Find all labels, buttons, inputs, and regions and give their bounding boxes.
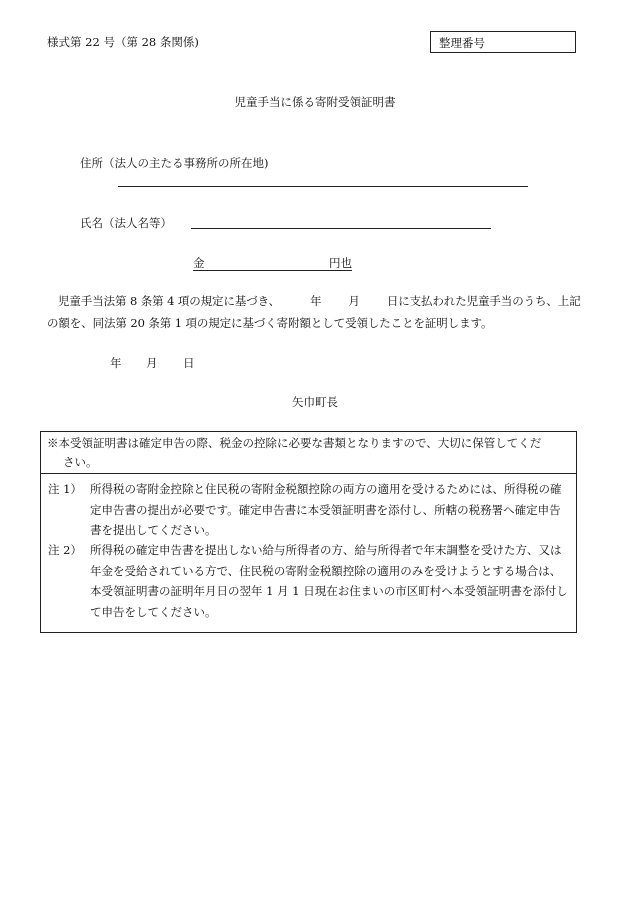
body-year: 年 [310, 294, 322, 308]
reference-number-box[interactable] [430, 31, 576, 53]
body-part1: 児童手当法第 8 条第 4 項の規定に基づき、 [58, 294, 280, 308]
notes-header [41, 432, 576, 474]
amount-suffix: 円也 [329, 256, 352, 270]
address-line[interactable] [118, 186, 528, 187]
address-label: 住所（法人の主たる事務所の所在地) [80, 156, 269, 170]
note-item [48, 540, 568, 622]
document-title: 児童手当に係る寄附受領証明書 [234, 95, 396, 109]
issuer: 矢巾町長 [292, 395, 338, 409]
body-month: 月 [348, 294, 360, 308]
amount-field[interactable] [193, 255, 352, 271]
amount-prefix: 金 [193, 256, 205, 270]
notes-box [40, 431, 577, 633]
reference-number-label: 整理番号 [439, 36, 485, 50]
note-label: 注 2） [48, 543, 82, 557]
form-number: 様式第 22 号（第 28 条関係) [47, 35, 199, 49]
issue-day: 日 [183, 356, 195, 370]
note-text: 所得税の寄附金控除と住民税の寄附金税額控除の両方の適用を受けるためには、所得税の確定申告書の提出が必要です。確定申告書に本受領証明書を添付し、所轄の税務署へ確定申告書を提出してください。 [90, 482, 562, 537]
certification-text [47, 291, 587, 334]
name-line[interactable] [191, 228, 491, 229]
note-item [48, 479, 568, 541]
notes-header-line2: さい。 [63, 455, 98, 469]
notes-header-line1: ※本受領証明書は確定申告の際、税金の控除に必要な書類となりますので、大切に保管してくだ [47, 436, 542, 450]
name-label: 氏名（法人名等） [80, 216, 172, 230]
note-label: 注 1） [48, 482, 82, 496]
body-part2: 日に支払われた児童手当のうち、上記の額を、同法第 20 条第 1 項の規定に基づく寄附額として受領したことを証明します。 [47, 294, 581, 330]
issue-month: 月 [146, 356, 158, 370]
note-text: 所得税の確定申告書を提出しない給与所得者の方、給与所得者で年末調整を受けた方、又は年金を受給されている方で、住民税の寄附金税額控除の適用のみを受けようとする場合は、本受領証明書の証明年月日の翌年 1 月 1 日現在お住まいの市区町村へ本受領証明書を添付して申告をしてください。 [90, 543, 568, 619]
issue-year: 年 [110, 356, 122, 370]
